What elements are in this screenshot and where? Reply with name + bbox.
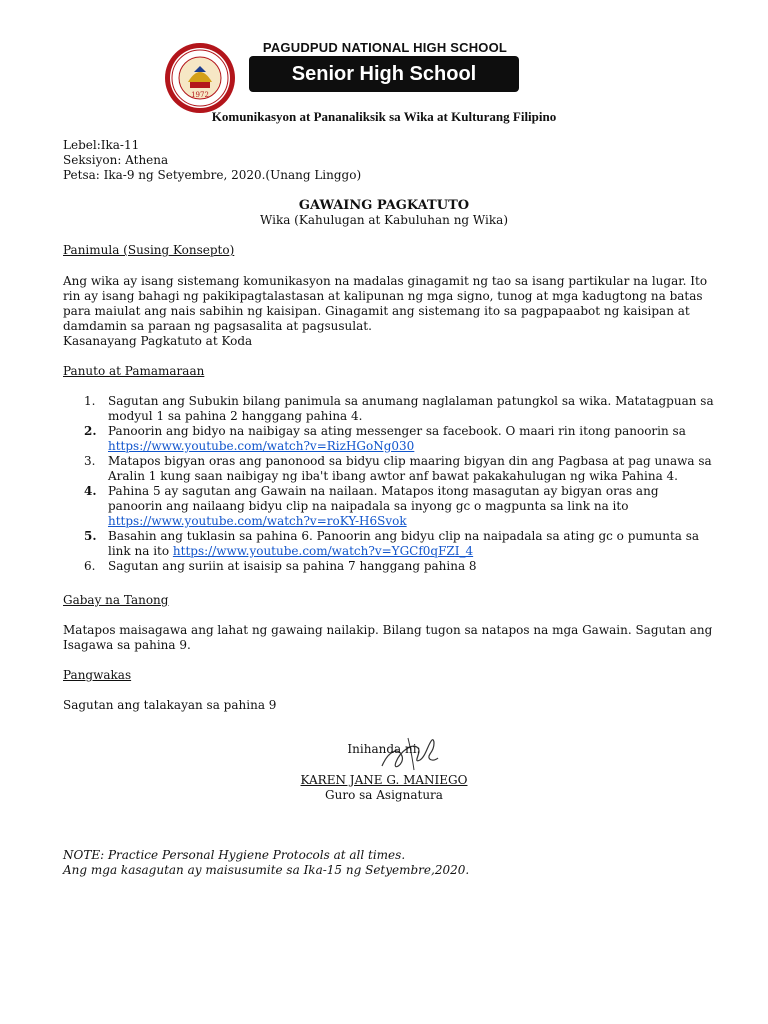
panuto-heading: Panuto at Pamamaraan [63,364,205,378]
activity-title: GAWAING PAGKATUTO [298,198,470,213]
pangwakas-heading: Pangwakas [63,668,132,682]
item-text: Matapos bigyan oras ang panonood sa bidyu clip maaring bigyan din ang Pagbasa at pag unawa sa Aralin 1 kung saan naibigay ng iba't ibang awtor anf bawat pakakahulugan ng wika Pahina 4. [108,454,712,483]
pangwakas-text: Sagutan ang talakayan sa pahina 9 [63,698,277,712]
item-text: Sagutan ang suriin at isaisip sa pahina 7 hanggang pahina 8 [108,559,477,573]
subject-title: Komunikasyon at Pananaliksik sa Wika at Kulturang Filipino [211,109,557,124]
list-item [63,394,723,424]
youtube-link[interactable]: https://www.youtube.com/watch?v=roKY-H6Svok [108,514,407,528]
item-text: Basahin ang tuklasin sa pahina 6. Panoorin ang bidyu clip na naipadala sa ating gc o pumunta sa link na ito [108,529,700,558]
item-text: Sagutan ang Subukin bilang panimula sa anumang naglalaman patungkol sa wika. Matatagpuan sa modyul 1 sa pahina 2 hanggang pahina 4. [108,394,714,423]
list-item [63,529,723,559]
item-text: Pahina 5 ay sagutan ang Gawain na nailaan. Matapos itong masagutan ay bigyan oras ang panoorin ang nailaang bidyu clip na naipadala sa inyong gc o magpunta sa link na ito [108,484,659,513]
youtube-link[interactable]: https://www.youtube.com/watch?v=YGCf0qFZI_4 [172,544,474,558]
hygiene-note: NOTE: Practice Personal Hygiene Protocols at all times. [63,848,406,862]
lebel-line: Lebel:Ika-11 [63,138,140,152]
item-number: 3. [84,454,96,468]
petsa-line: Petsa: Ika-9 ng Setyembre, 2020.(Unang Linggo) [63,168,362,182]
school-seal-icon [164,42,236,114]
list-item [63,454,723,484]
svg-text:1972: 1972 [191,91,209,99]
school-name: PAGUDPUD NATIONAL HIGH SCHOOL [262,40,508,55]
seksiyon-line: Seksiyon: Athena [63,153,169,167]
panimula-line: para maiulat ang nais sabihin ng kaisipan. Ginagamit ang sistemang ito sa pagpapaabot ng kaisipan at [63,304,690,318]
list-item [63,484,723,529]
gabay-heading: Gabay na Tanong [63,593,169,607]
panimula-line: Kasanayang Pagkatuto at Koda [63,334,253,348]
item-text: Panoorin ang bidyo na naibigay sa ating messenger sa facebook. O maari rin itong panoorin sa [108,424,686,438]
panimula-line: Ang wika ay isang sistemang komunikasyon na madalas ginagamit ng tao sa isang partikular na lugar. Ito [63,274,708,288]
teacher-role: Guro sa Asignatura [325,788,443,802]
submission-note: Ang mga kasagutan ay maisusumite sa Ika-15 ng Setyembre,2020. [63,863,470,877]
panimula-heading: Panimula (Susing Konsepto) [63,243,235,257]
prepared-by-label: Inihanda ni: [347,742,421,756]
item-number: 5. [84,529,97,543]
senior-high-banner: Senior High School [249,56,519,92]
list-item [63,424,723,454]
item-number: 1. [84,394,96,408]
panimula-line: rin ay isang bahagi ng pakikipagtalastasan at kalipunan ng mga signo, tunog at mga kadugtong na batas [63,289,703,303]
list-item [63,559,723,574]
gabay-line: Isagawa sa pahina 9. [63,638,191,652]
gabay-line: Matapos maisagawa ang lahat ng gawaing nailakip. Bilang tugon sa natapos na mga Gawain. Sagutan ang [63,623,713,637]
panimula-line: damdamin sa paraan ng pagsasalita at pagsusulat. [63,319,372,333]
activity-subtitle: Wika (Kahulugan at Kabuluhan ng Wika) [259,213,508,227]
youtube-link[interactable]: https://www.youtube.com/watch?v=RizHGoNg030 [108,439,415,453]
teacher-name: KAREN JANE G. MANIEGO [300,773,468,787]
item-number: 4. [84,484,97,498]
item-number: 2. [84,424,97,438]
item-number: 6. [84,559,96,573]
instructions-list [63,394,723,574]
